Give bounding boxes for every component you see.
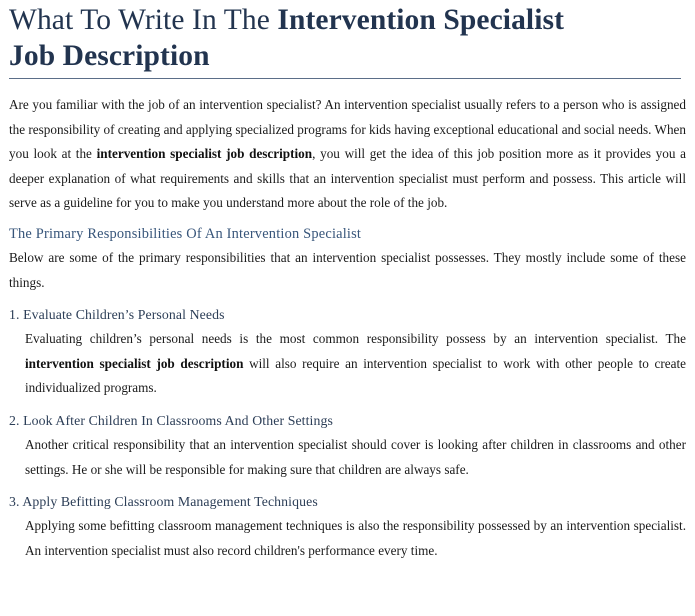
title-divider <box>9 78 681 79</box>
item-3-title: 3. Apply Befitting Classroom Management Techniques <box>9 494 318 510</box>
title-bold-line1: Intervention Specialist <box>277 4 565 36</box>
item-1-body <box>9 327 686 401</box>
section-intro: Below are some of the primary responsibilities that an intervention specialist possesses. They mostly include some of these things. <box>9 249 686 290</box>
item-1-text-1: Evaluating children’s personal needs is the most common responsibility possess by an intervention specialist. The <box>25 331 686 347</box>
item-1-text-2: will also require an intervention specialist to work with other people to create individualized programs. <box>25 355 686 396</box>
intro-text-2: , you will get the idea of this job position more as it provides you a deeper explanation of what requirements and skills that an intervention specialist must perform and possess. This article will serve as a guideline for you to make you understand more about the role of the job. <box>9 146 686 211</box>
intro-paragraph <box>9 93 686 216</box>
intro-text-1: Are you familiar with the job of an intervention specialist? An intervention specialist usually refers to a person who is assigned the responsibility of creating and applying specialized programs for kids having exceptional educational and social needs. When you look at the <box>9 97 686 162</box>
item-1-keyword: intervention specialist job description <box>25 355 244 371</box>
section-heading: The Primary Responsibilities Of An Intervention Specialist <box>9 225 362 242</box>
item-2-body: Another critical responsibility that an intervention specialist should cover is looking after children in classrooms and other settings. He or she will be responsible for making sure that children are always safe. <box>25 436 686 477</box>
article-title <box>9 0 686 74</box>
title-bold-line2: Job Description <box>9 40 210 72</box>
title-normal: What To Write In The <box>9 4 278 36</box>
item-1-title: 1. Evaluate Children’s Personal Needs <box>9 307 225 323</box>
intro-keyword: intervention specialist job description <box>96 146 313 162</box>
item-3-body: Applying some befitting classroom management techniques is also the responsibility possessed by an intervention specialist. An intervention specialist must also record children's performance every time. <box>25 518 686 558</box>
item-2-title: 2. Look After Children In Classrooms And Other Settings <box>9 412 333 428</box>
